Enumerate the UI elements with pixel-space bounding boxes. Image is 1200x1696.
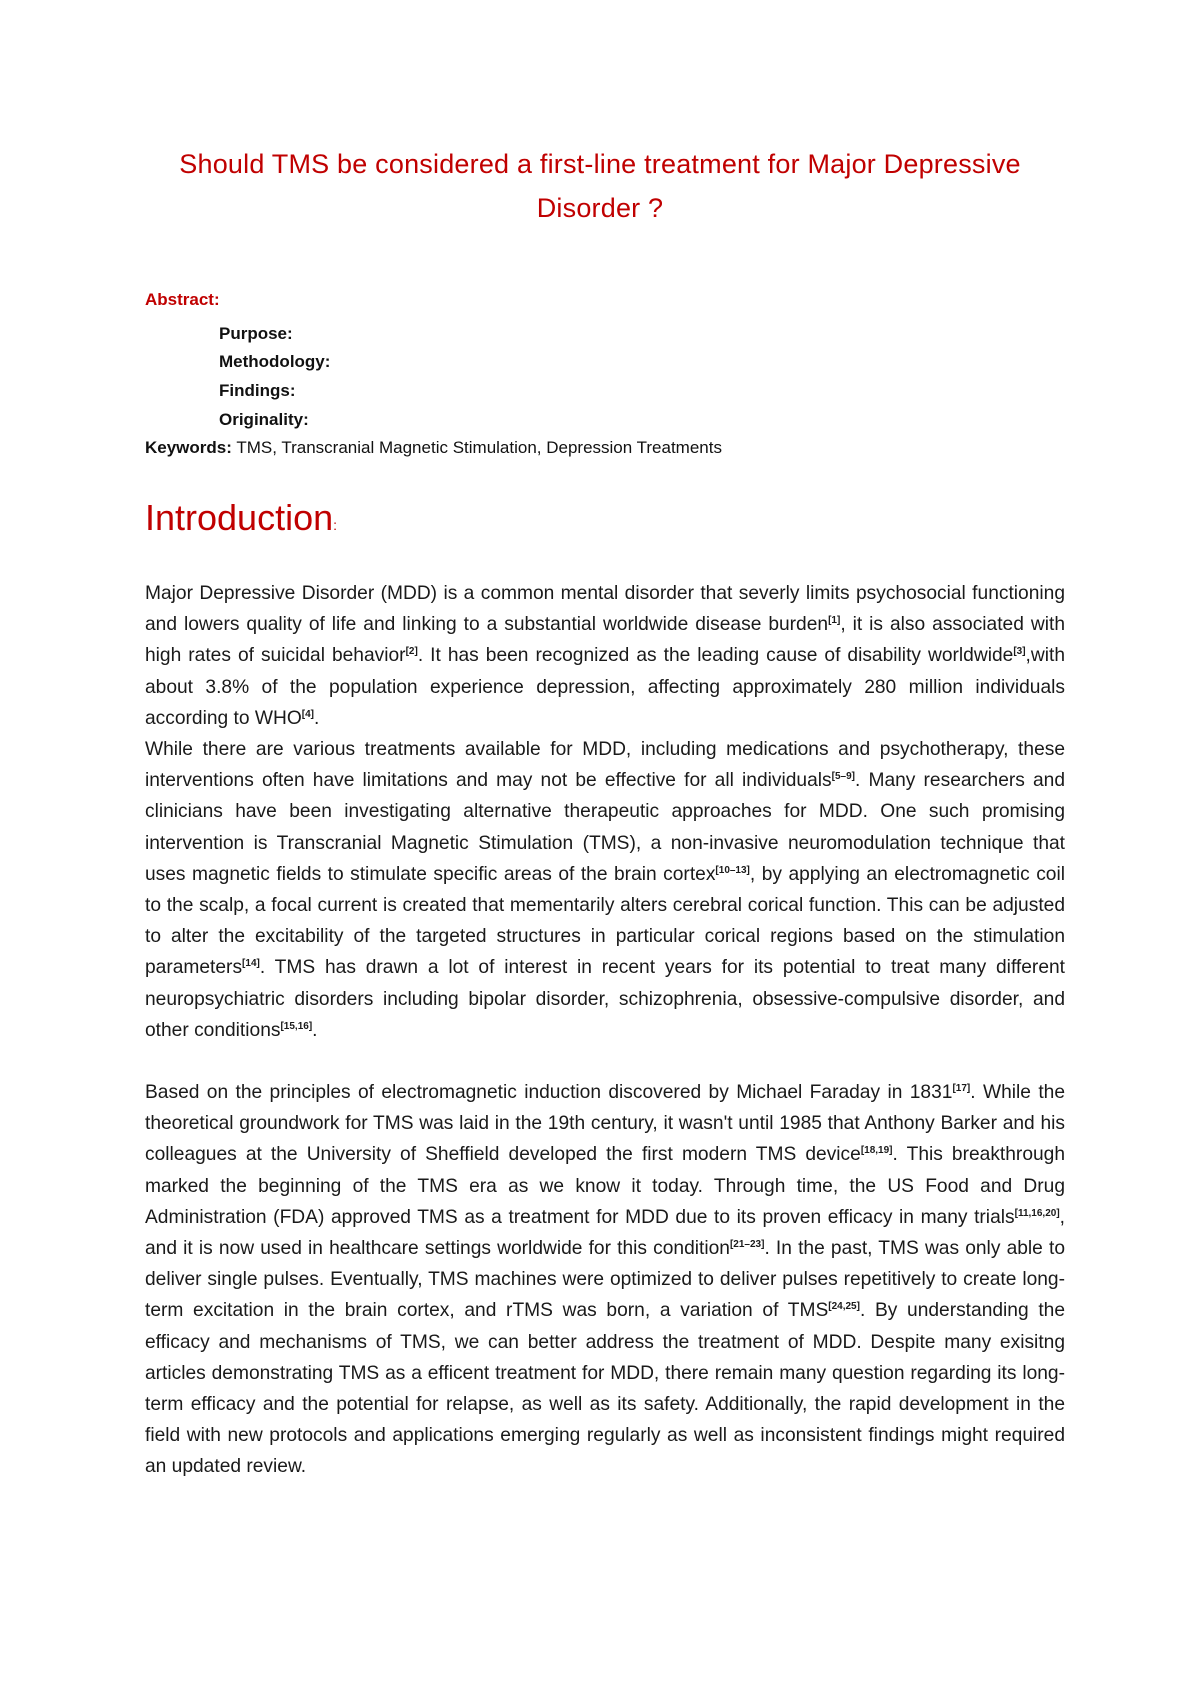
citation-ref: [2] [405, 646, 418, 658]
citation-ref: [21–23] [729, 1239, 765, 1251]
para2-text-4: . TMS has drawn a lot of interest in recent years for its potential to treat many different neuropsychiatric disorders including bipolar disorder, schizophrenia, obsessive-compulsive disorder, and other conditions [145, 957, 1065, 1041]
keywords-value: TMS, Transcranial Magnetic Stimulation, Depression Treatments [231, 438, 722, 457]
para3-text-1: Based on the principles of electromagnetic induction discovered by Michael Faraday in 1831 [145, 1082, 953, 1103]
abstract-originality: Originality: [219, 410, 309, 429]
citation-ref: [14] [242, 958, 260, 970]
para3-text-4: , and it is now used in healthcare settings worldwide for this condition [145, 1206, 1065, 1260]
citation-ref: [18,19] [860, 1145, 893, 1157]
para1-text-4: ,with about 3.8% of the population experience depression, affecting approximately 280 million individuals according to WHO [145, 645, 1065, 729]
para1-text-1: Major Depressive Disorder (MDD) is a common mental disorder that severly limits psychosocial functioning and lowers quality of life and linking to a substantial worldwide disease burden [145, 583, 1065, 636]
paragraph-2 [145, 734, 1065, 1046]
para3-text-5: . In the past, TMS was only able to deliver single pulses. Eventually, TMS machines were optimized to deliver pulses repetitively to create long-term excitation in the brain cortex, and rTMS was born, a variation of TMS [145, 1238, 1065, 1322]
para2-text-2: . Many researchers and clinicians have been investigating alternative therapeutic approaches for MDD. One such promising intervention is Transcranial Magnetic Stimulation (TMS), a non-invasive neuromodulation technique that uses magnetic fields to stimulate specific areas of the brain cortex [145, 770, 1066, 885]
citation-ref: [17] [952, 1083, 971, 1094]
para2-text-3: , by applying an electromagnetic coil to the scalp, a focal current is created that mementarily alters cerebral corical function. This can be adjusted to alter the excitability of the targeted structures in particular corical regions based on the stimulation parameters [145, 863, 1065, 979]
para1-text-3: . It has been recognized as the leading cause of disability worldwide [417, 645, 1014, 667]
para1-text-2: , it is also associated with high rates of suicidal behavior [145, 614, 1065, 667]
paragraph-1 [145, 578, 1065, 734]
para3-text-2: . While the theoretical groundwork for TMS was laid in the 19th century, it wasn't until 1985 that Anthony Barker and his colleagues at the University of Sheffield developed the first modern TMS device [145, 1082, 1065, 1166]
abstract-methodology: Methodology: [219, 352, 331, 371]
citation-ref: [1] [828, 615, 841, 627]
citation-ref: [10–13] [715, 864, 750, 876]
abstract-purpose: Purpose: [219, 324, 293, 343]
para3-text-6: . By understanding the efficacy and mechanisms of TMS, we can better address the treatment of MDD. Despite many exisitng articles demonstrating TMS as a efficent treatment for MDD, there remain many question regarding its long-term efficacy and the potential for relapse, as well as its safety. Additionally, the rapid development in the field with new protocols and applications emerging regularly as well as inconsistent findings might required an updated review. [145, 1300, 1065, 1478]
paragraph-3 [145, 1077, 1065, 1483]
para1-text-5: . [314, 707, 320, 729]
citation-ref: [4] [301, 708, 314, 720]
citation-ref: [5–9] [831, 771, 855, 783]
keywords-line [145, 437, 722, 459]
keywords-label: Keywords: [145, 438, 232, 457]
abstract-label: Abstract: [145, 290, 220, 309]
citation-ref: [11,16,20] [1014, 1207, 1060, 1219]
para2-text-5: . [312, 1019, 318, 1041]
introduction-heading-colon: : [333, 517, 338, 533]
para3-text-3: . This breakthrough marked the beginning of the TMS era as we know it today. Through time, the US Food and Drug Administration (FDA) approved TMS as a treatment for MDD due to its proven efficacy in many trials [145, 1144, 1066, 1228]
introduction-heading-text: Introduction [145, 497, 334, 538]
citation-ref: [24,25] [828, 1301, 860, 1313]
citation-ref: [15,16] [280, 1020, 313, 1032]
citation-ref: [3] [1013, 646, 1026, 658]
document-title: Should TMS be considered a first-line treatment for Major Depressive Disorder ? [179, 149, 1021, 223]
para2-text-1: While there are various treatments available for MDD, including medications and psychotherapy, these interventions often have limitations and may not be effective for all individuals [145, 739, 1065, 792]
introduction-heading [145, 496, 337, 547]
abstract-findings: Findings: [219, 381, 296, 400]
